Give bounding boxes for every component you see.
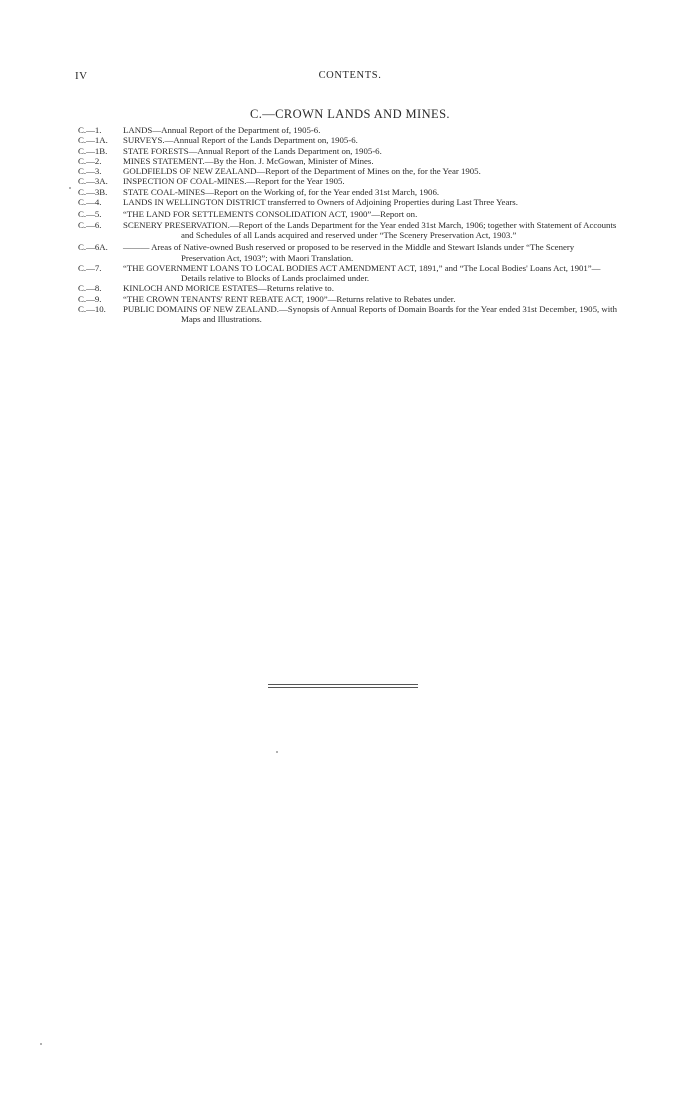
entry-description: MINES STATEMENT.—By the Hon. J. McGowan, Minister of Mines. <box>123 155 374 166</box>
contents-entry <box>78 187 618 197</box>
entry-code: C.—1B. <box>78 145 108 156</box>
entry-description: INSPECTION OF COAL-MINES.—Report for the Year 1905. <box>123 176 345 187</box>
contents-entry <box>78 263 618 284</box>
contents-entry <box>78 283 618 293</box>
entry-description: ——— Areas of Native-owned Bush reserved or proposed to be reserved in the Middle and Stewart Islands under “The Scenery Preservation Act, 1903”; with Maori Translation. <box>123 242 575 263</box>
entry-description: STATE FORESTS—Annual Report of the Lands Department on, 1905-6. <box>123 145 382 156</box>
entry-code: C.—3B. <box>78 186 108 197</box>
contents-entry <box>78 156 618 166</box>
paper-speck <box>69 187 71 189</box>
paper-speck <box>40 1043 42 1045</box>
contents-entry <box>78 166 618 176</box>
running-head: CONTENTS. <box>318 70 382 81</box>
contents-entry <box>78 146 618 156</box>
entry-description: PUBLIC DOMAINS OF NEW ZEALAND.—Synopsis of Annual Reports of Domain Boards for the Year ended 31st December, 1905, with Maps and Illustrations. <box>123 304 618 325</box>
entry-code: C.—6A. <box>78 242 108 253</box>
entry-code: C.—7. <box>78 262 102 273</box>
section-end-rule <box>268 684 418 688</box>
entry-description: STATE COAL-MINES—Report on the Working of, for the Year ended 31st March, 1906. <box>123 186 440 197</box>
contents-entry <box>78 197 618 207</box>
contents-list <box>78 125 618 325</box>
page-number: IV <box>75 70 88 82</box>
entry-description: “THE GOVERNMENT LOANS TO LOCAL BODIES ACT AMENDMENT ACT, 1891,” and “The Local Bodies' Loans Act, 1901”—Details relative to Blocks of Lands proclaimed under. <box>123 262 601 284</box>
contents-entry <box>78 135 618 145</box>
entry-code: C.—10. <box>78 304 106 315</box>
entry-description: “THE LAND FOR SETTLEMENTS CONSOLIDATION ACT, 1900”—Report on. <box>123 209 418 220</box>
contents-entry <box>78 176 618 186</box>
entry-description: SURVEYS.—Annual Report of the Lands Department on, 1905-6. <box>123 135 358 146</box>
entry-description: GOLDFIELDS OF NEW ZEALAND—Report of the Department of Mines on the, for the Year 1905. <box>123 166 481 177</box>
section-title: C.—CROWN LANDS AND MINES. <box>250 107 450 121</box>
paper-speck <box>276 751 278 753</box>
entry-code: C.—9. <box>78 293 102 304</box>
entry-code: C.—3A. <box>78 176 108 187</box>
entry-code: C.—2. <box>78 155 102 166</box>
entry-code: C.—4. <box>78 197 102 208</box>
contents-entry <box>78 125 618 135</box>
contents-entry <box>78 220 618 241</box>
entry-code: C.—5. <box>78 209 102 220</box>
contents-entry <box>78 304 618 325</box>
entry-description: SCENERY PRESERVATION.—Report of the Lands Department for the Year ended 31st March, 1906; together with Statement of Accounts and Schedules of all Lands acquired and reserved under “The Scenery Preservation Act, 1903.” <box>123 219 617 240</box>
entry-code: C.—8. <box>78 283 102 294</box>
contents-entry <box>78 242 618 263</box>
entry-description: LANDS—Annual Report of the Department of, 1905-6. <box>123 125 321 135</box>
entry-description: KINLOCH AND MORICE ESTATES—Returns relative to. <box>123 283 334 294</box>
entry-description: LANDS IN WELLINGTON DISTRICT transferred to Owners of Adjoining Properties during Last Three Years. <box>123 197 518 208</box>
entry-code: C.—1. <box>78 125 102 135</box>
contents-entry <box>78 294 618 304</box>
entry-code: C.—3. <box>78 166 102 177</box>
entry-code: C.—6. <box>78 219 102 230</box>
entry-code: C.—1A. <box>78 135 108 146</box>
entry-description: “THE CROWN TENANTS' RENT REBATE ACT, 1900”—Returns relative to Rebates under. <box>123 293 456 304</box>
contents-entry <box>78 209 618 219</box>
